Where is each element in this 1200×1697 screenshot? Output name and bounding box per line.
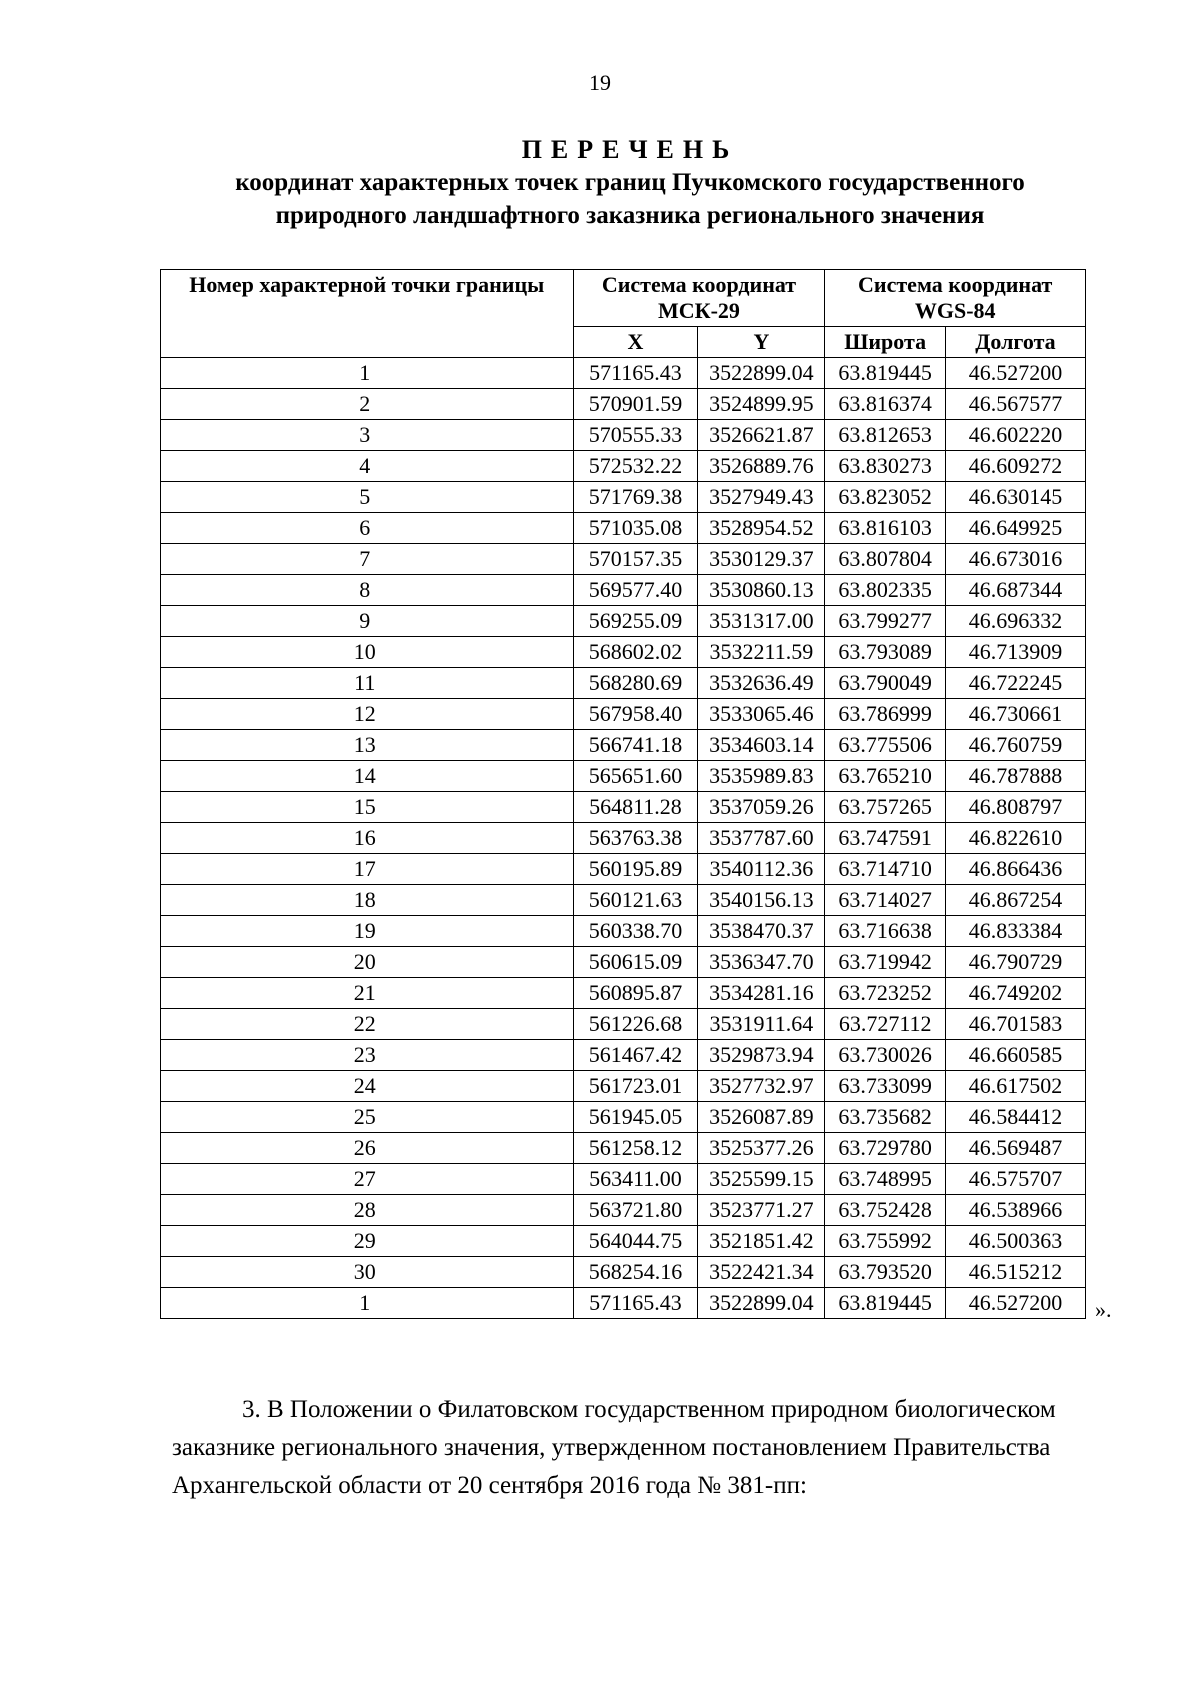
x-cell: 569255.09 xyxy=(573,606,698,637)
latitude-cell: 63.716638 xyxy=(825,916,946,947)
paragraph-line-3: Архангельской области от 20 сентября 2016 года № 381-пп: xyxy=(172,1472,807,1499)
longitude-cell: 46.787888 xyxy=(945,761,1085,792)
title-line-1: координат характерных точек границ Пучкомского государственного xyxy=(235,169,1025,196)
longitude-cell: 46.722245 xyxy=(945,668,1085,699)
latitude-cell: 63.823052 xyxy=(825,482,946,513)
point-number-cell: 10 xyxy=(161,637,574,668)
x-cell: 571769.38 xyxy=(573,482,698,513)
longitude-cell: 46.713909 xyxy=(945,637,1085,668)
y-cell: 3524899.95 xyxy=(698,389,825,420)
longitude-cell: 46.822610 xyxy=(945,823,1085,854)
longitude-cell: 46.575707 xyxy=(945,1164,1085,1195)
point-number-cell: 30 xyxy=(161,1257,574,1288)
y-cell: 3526889.76 xyxy=(698,451,825,482)
y-cell: 3534281.16 xyxy=(698,978,825,1009)
longitude-cell: 46.701583 xyxy=(945,1009,1085,1040)
longitude-cell: 46.760759 xyxy=(945,730,1085,761)
point-number-cell: 7 xyxy=(161,544,574,575)
x-cell: 568254.16 xyxy=(573,1257,698,1288)
table-row xyxy=(161,699,1086,730)
point-number-cell: 6 xyxy=(161,513,574,544)
table-row xyxy=(161,854,1086,885)
table-row xyxy=(161,1288,1086,1319)
y-cell: 3531911.64 xyxy=(698,1009,825,1040)
longitude-cell: 46.630145 xyxy=(945,482,1085,513)
header-wgs84: Система координат WGS-84 xyxy=(825,270,1086,327)
longitude-cell: 46.527200 xyxy=(945,1288,1085,1319)
x-cell: 561258.12 xyxy=(573,1133,698,1164)
longitude-cell: 46.527200 xyxy=(945,358,1085,389)
longitude-cell: 46.867254 xyxy=(945,885,1085,916)
latitude-cell: 63.748995 xyxy=(825,1164,946,1195)
title-line-2: природного ландшафтного заказника регионального значения xyxy=(275,202,985,229)
y-cell: 3540112.36 xyxy=(698,854,825,885)
x-cell: 561226.68 xyxy=(573,1009,698,1040)
x-cell: 560895.87 xyxy=(573,978,698,1009)
header-point-number: Номер характерной точки границы xyxy=(161,270,574,358)
table-row xyxy=(161,792,1086,823)
longitude-cell: 46.617502 xyxy=(945,1071,1085,1102)
point-number-cell: 26 xyxy=(161,1133,574,1164)
table-row xyxy=(161,1133,1086,1164)
longitude-cell: 46.584412 xyxy=(945,1102,1085,1133)
paragraph-line-2: заказнике регионального значения, утвержденном постановлением Правительства xyxy=(172,1434,1051,1461)
paragraph-line-1: 3. В Положении о Филатовском государственном природном биологическом xyxy=(242,1396,1056,1423)
latitude-cell: 63.819445 xyxy=(825,1288,946,1319)
y-cell: 3522899.04 xyxy=(698,1288,825,1319)
y-cell: 3532636.49 xyxy=(698,668,825,699)
latitude-cell: 63.786999 xyxy=(825,699,946,730)
closing-quote: ». xyxy=(1095,1297,1112,1322)
latitude-cell: 63.714027 xyxy=(825,885,946,916)
paragraph-item-3 xyxy=(172,1391,1114,1505)
y-cell: 3522899.04 xyxy=(698,358,825,389)
latitude-cell: 63.819445 xyxy=(825,358,946,389)
point-number-cell: 12 xyxy=(161,699,574,730)
table-row xyxy=(161,606,1086,637)
header-x: X xyxy=(573,327,698,358)
x-cell: 565651.60 xyxy=(573,761,698,792)
x-cell: 564811.28 xyxy=(573,792,698,823)
document-title xyxy=(160,134,1100,232)
latitude-cell: 63.729780 xyxy=(825,1133,946,1164)
table-row xyxy=(161,1195,1086,1226)
latitude-cell: 63.730026 xyxy=(825,1040,946,1071)
table-row xyxy=(161,482,1086,513)
latitude-cell: 63.755992 xyxy=(825,1226,946,1257)
point-number-cell: 18 xyxy=(161,885,574,916)
header-latitude: Широта xyxy=(825,327,946,358)
x-cell: 563763.38 xyxy=(573,823,698,854)
x-cell: 571165.43 xyxy=(573,1288,698,1319)
point-number-cell: 20 xyxy=(161,947,574,978)
point-number-cell: 24 xyxy=(161,1071,574,1102)
x-cell: 560121.63 xyxy=(573,885,698,916)
x-cell: 567958.40 xyxy=(573,699,698,730)
longitude-cell: 46.538966 xyxy=(945,1195,1085,1226)
page-number: 19 xyxy=(589,70,611,95)
y-cell: 3537059.26 xyxy=(698,792,825,823)
longitude-cell: 46.673016 xyxy=(945,544,1085,575)
latitude-cell: 63.816374 xyxy=(825,389,946,420)
table-row xyxy=(161,637,1086,668)
table-row xyxy=(161,978,1086,1009)
table-row xyxy=(161,1257,1086,1288)
table-row xyxy=(161,1040,1086,1071)
table-row xyxy=(161,730,1086,761)
point-number-cell: 15 xyxy=(161,792,574,823)
title-main: ПЕРЕЧЕНЬ xyxy=(521,135,739,164)
longitude-cell: 46.808797 xyxy=(945,792,1085,823)
x-cell: 570555.33 xyxy=(573,420,698,451)
point-number-cell: 11 xyxy=(161,668,574,699)
y-cell: 3526087.89 xyxy=(698,1102,825,1133)
x-cell: 566741.18 xyxy=(573,730,698,761)
y-cell: 3535989.83 xyxy=(698,761,825,792)
y-cell: 3522421.34 xyxy=(698,1257,825,1288)
x-cell: 570901.59 xyxy=(573,389,698,420)
longitude-cell: 46.660585 xyxy=(945,1040,1085,1071)
x-cell: 561467.42 xyxy=(573,1040,698,1071)
y-cell: 3531317.00 xyxy=(698,606,825,637)
latitude-cell: 63.723252 xyxy=(825,978,946,1009)
table-row xyxy=(161,947,1086,978)
y-cell: 3529873.94 xyxy=(698,1040,825,1071)
longitude-cell: 46.515212 xyxy=(945,1257,1085,1288)
x-cell: 563721.80 xyxy=(573,1195,698,1226)
point-number-cell: 16 xyxy=(161,823,574,854)
x-cell: 560615.09 xyxy=(573,947,698,978)
x-cell: 564044.75 xyxy=(573,1226,698,1257)
y-cell: 3532211.59 xyxy=(698,637,825,668)
point-number-cell: 19 xyxy=(161,916,574,947)
latitude-cell: 63.757265 xyxy=(825,792,946,823)
point-number-cell: 25 xyxy=(161,1102,574,1133)
y-cell: 3530860.13 xyxy=(698,575,825,606)
latitude-cell: 63.802335 xyxy=(825,575,946,606)
point-number-cell: 22 xyxy=(161,1009,574,1040)
table-row xyxy=(161,1164,1086,1195)
table-row xyxy=(161,1102,1086,1133)
latitude-cell: 63.714710 xyxy=(825,854,946,885)
longitude-cell: 46.790729 xyxy=(945,947,1085,978)
latitude-cell: 63.793089 xyxy=(825,637,946,668)
x-cell: 571165.43 xyxy=(573,358,698,389)
table-row xyxy=(161,916,1086,947)
table-row xyxy=(161,389,1086,420)
point-number-cell: 4 xyxy=(161,451,574,482)
point-number-cell: 2 xyxy=(161,389,574,420)
x-cell: 571035.08 xyxy=(573,513,698,544)
point-number-cell: 17 xyxy=(161,854,574,885)
table-row xyxy=(161,885,1086,916)
latitude-cell: 63.790049 xyxy=(825,668,946,699)
y-cell: 3536347.70 xyxy=(698,947,825,978)
point-number-cell: 5 xyxy=(161,482,574,513)
y-cell: 3525377.26 xyxy=(698,1133,825,1164)
x-cell: 560338.70 xyxy=(573,916,698,947)
table-row xyxy=(161,513,1086,544)
point-number-cell: 23 xyxy=(161,1040,574,1071)
latitude-cell: 63.793520 xyxy=(825,1257,946,1288)
x-cell: 568280.69 xyxy=(573,668,698,699)
table-row xyxy=(161,1009,1086,1040)
longitude-cell: 46.730661 xyxy=(945,699,1085,730)
longitude-cell: 46.749202 xyxy=(945,978,1085,1009)
longitude-cell: 46.833384 xyxy=(945,916,1085,947)
latitude-cell: 63.775506 xyxy=(825,730,946,761)
header-y: Y xyxy=(698,327,825,358)
y-cell: 3534603.14 xyxy=(698,730,825,761)
latitude-cell: 63.816103 xyxy=(825,513,946,544)
x-cell: 563411.00 xyxy=(573,1164,698,1195)
y-cell: 3527732.97 xyxy=(698,1071,825,1102)
point-number-cell: 9 xyxy=(161,606,574,637)
longitude-cell: 46.687344 xyxy=(945,575,1085,606)
header-msk29: Система координат МСК-29 xyxy=(573,270,825,327)
table-row xyxy=(161,823,1086,854)
y-cell: 3540156.13 xyxy=(698,885,825,916)
x-cell: 569577.40 xyxy=(573,575,698,606)
latitude-cell: 63.727112 xyxy=(825,1009,946,1040)
y-cell: 3538470.37 xyxy=(698,916,825,947)
coordinates-table xyxy=(160,269,1086,1319)
table-row xyxy=(161,1226,1086,1257)
point-number-cell: 28 xyxy=(161,1195,574,1226)
table-row xyxy=(161,544,1086,575)
longitude-cell: 46.569487 xyxy=(945,1133,1085,1164)
table-row xyxy=(161,575,1086,606)
longitude-cell: 46.602220 xyxy=(945,420,1085,451)
x-cell: 570157.35 xyxy=(573,544,698,575)
latitude-cell: 63.799277 xyxy=(825,606,946,637)
longitude-cell: 46.866436 xyxy=(945,854,1085,885)
x-cell: 560195.89 xyxy=(573,854,698,885)
longitude-cell: 46.567577 xyxy=(945,389,1085,420)
y-cell: 3533065.46 xyxy=(698,699,825,730)
point-number-cell: 29 xyxy=(161,1226,574,1257)
y-cell: 3537787.60 xyxy=(698,823,825,854)
table-body xyxy=(161,358,1086,1319)
latitude-cell: 63.765210 xyxy=(825,761,946,792)
latitude-cell: 63.719942 xyxy=(825,947,946,978)
y-cell: 3528954.52 xyxy=(698,513,825,544)
latitude-cell: 63.735682 xyxy=(825,1102,946,1133)
point-number-cell: 8 xyxy=(161,575,574,606)
header-longitude: Долгота xyxy=(945,327,1085,358)
x-cell: 568602.02 xyxy=(573,637,698,668)
point-number-cell: 1 xyxy=(161,1288,574,1319)
y-cell: 3530129.37 xyxy=(698,544,825,575)
table-row xyxy=(161,668,1086,699)
longitude-cell: 46.500363 xyxy=(945,1226,1085,1257)
latitude-cell: 63.733099 xyxy=(825,1071,946,1102)
x-cell: 561723.01 xyxy=(573,1071,698,1102)
longitude-cell: 46.696332 xyxy=(945,606,1085,637)
latitude-cell: 63.830273 xyxy=(825,451,946,482)
x-cell: 561945.05 xyxy=(573,1102,698,1133)
point-number-cell: 3 xyxy=(161,420,574,451)
longitude-cell: 46.609272 xyxy=(945,451,1085,482)
y-cell: 3523771.27 xyxy=(698,1195,825,1226)
table-row xyxy=(161,451,1086,482)
y-cell: 3526621.87 xyxy=(698,420,825,451)
table-row xyxy=(161,761,1086,792)
point-number-cell: 14 xyxy=(161,761,574,792)
y-cell: 3527949.43 xyxy=(698,482,825,513)
latitude-cell: 63.812653 xyxy=(825,420,946,451)
latitude-cell: 63.747591 xyxy=(825,823,946,854)
point-number-cell: 27 xyxy=(161,1164,574,1195)
y-cell: 3521851.42 xyxy=(698,1226,825,1257)
table-row xyxy=(161,420,1086,451)
x-cell: 572532.22 xyxy=(573,451,698,482)
point-number-cell: 21 xyxy=(161,978,574,1009)
longitude-cell: 46.649925 xyxy=(945,513,1085,544)
latitude-cell: 63.807804 xyxy=(825,544,946,575)
y-cell: 3525599.15 xyxy=(698,1164,825,1195)
point-number-cell: 13 xyxy=(161,730,574,761)
point-number-cell: 1 xyxy=(161,358,574,389)
table-row xyxy=(161,358,1086,389)
table-row xyxy=(161,1071,1086,1102)
latitude-cell: 63.752428 xyxy=(825,1195,946,1226)
